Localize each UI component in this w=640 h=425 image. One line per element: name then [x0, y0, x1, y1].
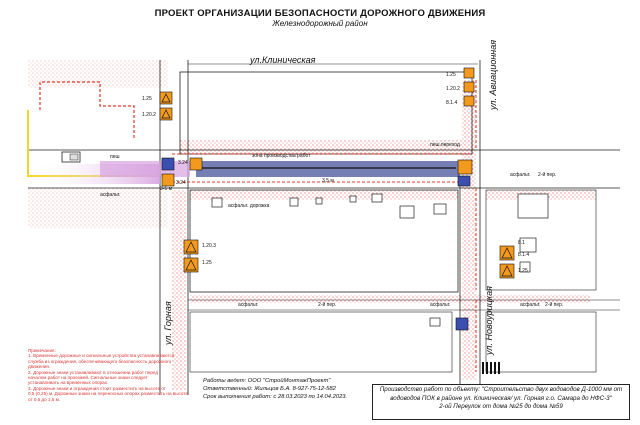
lane-bottom: 2-й пер. [318, 302, 337, 308]
notes-line: служба из ограждения, обеспечивающего безопасность дорожного [28, 358, 172, 364]
work-zone-pink [100, 161, 190, 177]
barrier-chain-left [40, 82, 134, 140]
street-klinicheskaya: ул.Клиническая [250, 55, 316, 65]
sign-code-1: 1.25 [142, 96, 152, 102]
notes-line: началом работ на проезжей. Сигнальные знаки следует [28, 375, 148, 381]
sidewalk-right [462, 80, 476, 380]
notes-line: от 0,6 до 1,5 м. [28, 396, 61, 402]
street-novouritskaya: ул. Новоурицкая [484, 286, 494, 355]
lane-right: 2-й пер. [545, 302, 564, 308]
sign-code-11: 3.24 [178, 160, 188, 166]
notes-line: 2. Дорожные знаки устанавливают в отношении работ перед [28, 369, 159, 375]
asphalt-label-1: асфальт. [100, 192, 121, 198]
notes-line: движения. [28, 364, 51, 370]
asphalt-label-3: асфальт. [238, 302, 259, 308]
notes-heading: Примечание: [28, 348, 56, 353]
district-label: Железнодорожный район [272, 19, 368, 28]
object-line-1: Производство работ по объекту: "Строительство двух водоводов Д-1000 мм от [379, 386, 623, 393]
object-line-3: 2-ой Переулок от дома №25 до дома №59 [439, 403, 563, 411]
dates-line: Срок выполнения работ: с 28.03.2023 по 14.04.2023. [203, 394, 348, 400]
sidewalk-top [180, 140, 472, 154]
street-gornaya: ул. Горная [163, 301, 173, 345]
sign-code-8: 8.1.4 [446, 100, 458, 106]
block-bottom [190, 312, 452, 372]
sign-code-2: 1.20.2 [142, 112, 156, 118]
sign-code-3: 3.24 [176, 180, 186, 186]
notes-line: устанавливать на временных опорах. [28, 380, 109, 386]
asphalt-label-2: асфальт. [510, 172, 531, 178]
sidewalk-left-bottom [28, 188, 168, 228]
sign-code-5: 1.20.3 [202, 243, 216, 249]
sign-code-12: 8.1 [518, 240, 525, 246]
distance-mid: 3-5 м [160, 186, 173, 192]
object-description [372, 384, 630, 420]
sidewalk-left-top [28, 60, 168, 88]
work-zone [196, 161, 460, 177]
object-line-2: водоводов ПОК в районе ул. Клиническая/ ул. Горная г.о. Самара до НФС-3" [390, 394, 612, 402]
asphalt-label-5: асфальт. [520, 302, 541, 308]
crossing-label: пеш.переход [430, 142, 460, 148]
contractor-info [203, 377, 347, 401]
notes [28, 348, 188, 402]
notes-line: 1. Временные дорожные и сигнальные устройства устанавливаются [28, 353, 175, 359]
block-bottom-right [486, 312, 596, 372]
sign-code-10: 8.1.4 [518, 252, 530, 258]
trench-label: зона производства работ [252, 153, 311, 159]
barrier-label: пеш [110, 154, 120, 160]
lane-top: 2-й пер. [538, 172, 557, 178]
sign-code-9: 1.25 [518, 268, 528, 274]
notes-line: 0,5 (0,25) м. Дорожные знаки на переносных опорах разместить на высоте [28, 391, 188, 397]
sign-code-6: 1.25 [446, 72, 456, 78]
asphalt-label-4: асфальт. [430, 302, 451, 308]
responsible-line: Ответственный: Жильцов Б.А. 8-927-75-12-582 [203, 386, 336, 392]
sign-code-4: 1.25 [202, 260, 212, 266]
contractor-line: Работы ведет: ООО "СтройМонтажПроект" [203, 378, 331, 384]
street-aviatsionnaya: ул. Авиационная [488, 39, 498, 110]
page-title: ПРОЕКТ ОРГАНИЗАЦИИ БЕЗОПАСНОСТИ ДОРОЖНОГО ДВИЖЕНИЯ [154, 8, 486, 19]
sidewalk-mid [190, 190, 458, 200]
distance-top: 3,5 м [322, 178, 334, 184]
notes-line: 3. Дорожные знаки и ограждения стоит разместить на высоте от [28, 385, 166, 391]
sign-code-7: 1.20.2 [446, 86, 460, 92]
fence-label: асфальт. дорожка [228, 203, 270, 209]
